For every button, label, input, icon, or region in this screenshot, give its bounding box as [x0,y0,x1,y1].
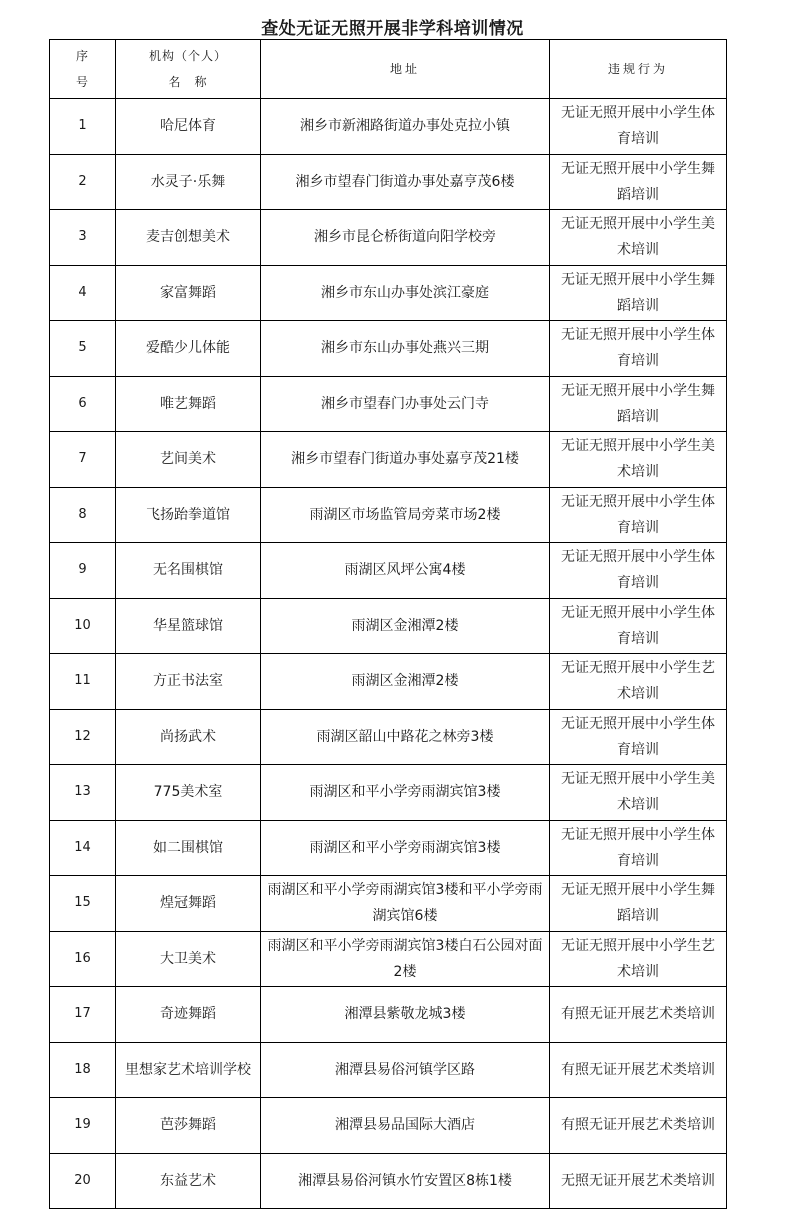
row-name: 无名围棋馆 [116,543,261,599]
row-name: 艺间美术 [116,432,261,488]
row-index: 1 [50,99,116,155]
row-index: 16 [50,931,116,987]
header-name [116,40,261,99]
row-violation: 无证无照开展中小学生美术培训 [550,432,727,488]
row-address: 湘乡市东山办事处滨江豪庭 [261,265,550,321]
row-violation: 无证无照开展中小学生舞蹈培训 [550,876,727,932]
header-index-line1: 序 [75,49,89,63]
row-violation: 无证无照开展中小学生舞蹈培训 [550,154,727,210]
row-name: 水灵子·乐舞 [116,154,261,210]
row-name: 家富舞蹈 [116,265,261,321]
row-address: 雨湖区韶山中路花之林旁3楼 [261,709,550,765]
row-name: 里想家艺术培训学校 [116,1042,261,1098]
row-address: 雨湖区和平小学旁雨湖宾馆3楼 [261,765,550,821]
row-index: 10 [50,598,116,654]
row-address: 雨湖区金湘潭2楼 [261,654,550,710]
row-violation: 无证无照开展中小学生舞蹈培训 [550,376,727,432]
row-violation: 无证无照开展中小学生体育培训 [550,598,727,654]
row-violation: 无证无照开展中小学生体育培训 [550,321,727,377]
row-index: 11 [50,654,116,710]
row-index: 7 [50,432,116,488]
row-name: 爱酷少儿体能 [116,321,261,377]
row-name: 飞扬跆拳道馆 [116,487,261,543]
row-index: 12 [50,709,116,765]
row-index: 15 [50,876,116,932]
row-violation: 无证无照开展中小学生体育培训 [550,709,727,765]
row-name: 煌冠舞蹈 [116,876,261,932]
header-index [50,40,116,99]
row-address: 湘乡市望春门办事处云门寺 [261,376,550,432]
table-row [50,265,727,321]
row-index: 14 [50,820,116,876]
row-index: 4 [50,265,116,321]
row-address: 湘乡市东山办事处燕兴三期 [261,321,550,377]
row-index: 20 [50,1153,116,1209]
row-index: 6 [50,376,116,432]
table-row [50,543,727,599]
row-violation: 有照无证开展艺术类培训 [550,1098,727,1154]
table-row [50,99,727,155]
row-index: 19 [50,1098,116,1154]
row-index: 9 [50,543,116,599]
row-name: 方正书法室 [116,654,261,710]
row-name: 芭莎舞蹈 [116,1098,261,1154]
row-violation: 无证无照开展中小学生体育培训 [550,99,727,155]
violations-table [49,39,727,1209]
row-address: 雨湖区和平小学旁雨湖宾馆3楼白石公园对面2楼 [261,931,550,987]
header-name-line1: 机构（个人） [148,49,227,63]
header-name-line2: 名 称 [168,75,208,89]
row-address: 湘潭县易俗河镇水竹安置区8栋1楼 [261,1153,550,1209]
row-violation: 无证无照开展中小学生体育培训 [550,820,727,876]
table-row [50,154,727,210]
table-row [50,210,727,266]
row-index: 2 [50,154,116,210]
row-name: 麦吉创想美术 [116,210,261,266]
table-row [50,1042,727,1098]
row-violation: 无证无照开展中小学生美术培训 [550,765,727,821]
header-violation: 违规行为 [550,40,727,99]
row-violation: 无证无照开展中小学生艺术培训 [550,931,727,987]
table-row [50,1153,727,1209]
row-violation: 有照无证开展艺术类培训 [550,1042,727,1098]
row-violation: 无证无照开展中小学生体育培训 [550,487,727,543]
row-index: 18 [50,1042,116,1098]
row-violation: 无证无照开展中小学生美术培训 [550,210,727,266]
table-row [50,1098,727,1154]
row-violation: 有照无证开展艺术类培训 [550,987,727,1043]
table-row [50,876,727,932]
row-name: 大卫美术 [116,931,261,987]
row-address: 湘潭县易品国际大酒店 [261,1098,550,1154]
row-violation: 无证无照开展中小学生体育培训 [550,543,727,599]
row-violation: 无证无照开展中小学生舞蹈培训 [550,265,727,321]
row-name: 唯艺舞蹈 [116,376,261,432]
table-header-row [50,40,727,99]
row-address: 雨湖区风坪公寓4楼 [261,543,550,599]
row-address: 湘潭县紫敬龙城3楼 [261,987,550,1043]
page-title: 查处无证无照开展非学科培训情况 [261,19,524,39]
table-row [50,931,727,987]
row-address: 雨湖区和平小学旁雨湖宾馆3楼和平小学旁雨湖宾馆6楼 [261,876,550,932]
table-row [50,376,727,432]
table-row [50,321,727,377]
row-violation: 无照无证开展艺术类培训 [550,1153,727,1209]
row-name: 华星篮球馆 [116,598,261,654]
header-index-line2: 号 [75,75,89,89]
row-index: 3 [50,210,116,266]
table-row [50,432,727,488]
row-address: 雨湖区金湘潭2楼 [261,598,550,654]
row-name: 哈尼体育 [116,99,261,155]
table-row [50,654,727,710]
row-name: 如二围棋馆 [116,820,261,876]
row-address: 湘乡市望春门街道办事处嘉亨茂21楼 [261,432,550,488]
row-address: 湘乡市望春门街道办事处嘉亨茂6楼 [261,154,550,210]
row-address: 湘乡市新湘路街道办事处克拉小镇 [261,99,550,155]
row-name: 奇迹舞蹈 [116,987,261,1043]
row-index: 17 [50,987,116,1043]
row-name: 775美术室 [116,765,261,821]
table-row [50,598,727,654]
table-row [50,987,727,1043]
row-index: 5 [50,321,116,377]
table-row [50,820,727,876]
header-address: 地址 [261,40,550,99]
row-index: 13 [50,765,116,821]
row-address: 雨湖区市场监管局旁菜市场2楼 [261,487,550,543]
row-violation: 无证无照开展中小学生艺术培训 [550,654,727,710]
table-row [50,765,727,821]
table-row [50,487,727,543]
row-name: 尚扬武术 [116,709,261,765]
row-name: 东益艺术 [116,1153,261,1209]
row-address: 湘潭县易俗河镇学区路 [261,1042,550,1098]
table-row [50,709,727,765]
row-address: 湘乡市昆仑桥街道向阳学校旁 [261,210,550,266]
row-index: 8 [50,487,116,543]
row-address: 雨湖区和平小学旁雨湖宾馆3楼 [261,820,550,876]
